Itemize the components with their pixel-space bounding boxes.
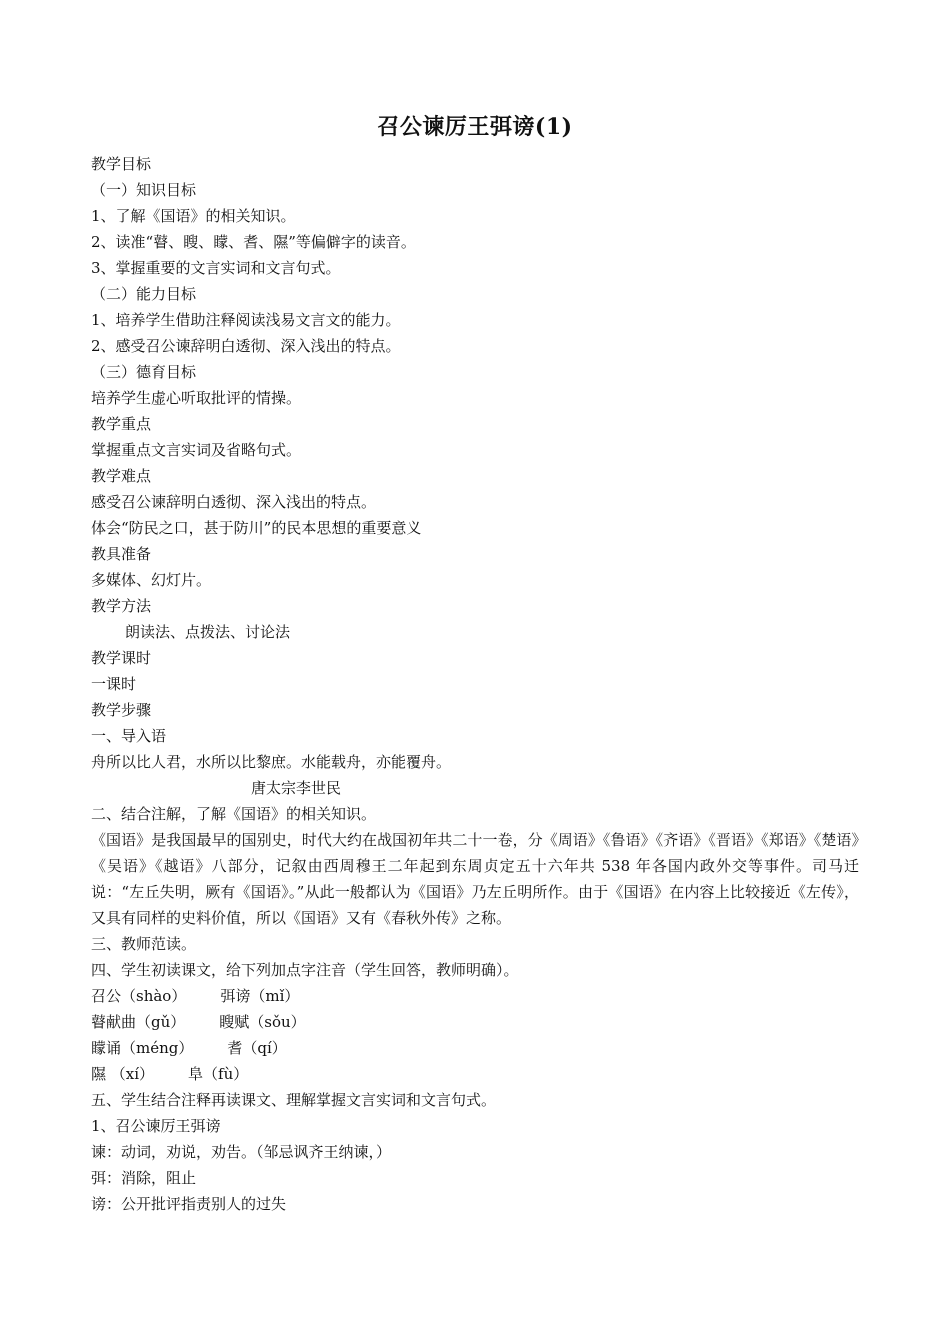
pinyin-item: 召公（shào） [91, 987, 187, 1005]
text-line: 一课时 [91, 675, 137, 693]
pinyin-item: 弭谤（mǐ） [220, 987, 300, 1005]
text-line: 3、掌握重要的文言实词和文言句式。 [91, 259, 341, 277]
pinyin-item: 耆（qí） [227, 1039, 287, 1057]
step-heading: 五、学生结合注释再读课文、理解掌握文言实词和文言句式。 [91, 1091, 497, 1109]
pinyin-item: 瞍赋（sǒu） [219, 1013, 306, 1031]
text-line: 感受召公谏辞明白透彻、深入浅出的特点。 [91, 493, 377, 511]
text-line: 培养学生虚心听取批评的情操。 [91, 389, 302, 407]
text-line: 1、培养学生借助注释阅读浅易文言文的能力。 [91, 311, 401, 329]
guoyu-paragraph: 《国语》是我国最早的国别史，时代大约在战国初年共二十一卷，分《周语》《鲁语》《齐语》《晋语》《郑语》《楚语》《吴语》《越语》八部分，记叙由西周穆王二年起到东周贞定五十六年共 538 年各国内政外交等事件。司马迁说：“左丘失明，厥有《国语》。”从此一般都认为《国语》乃左丘明所作。由于《国语》在内容上比较接近《左传》，又具有同样的史料价值，所以《国语》又有《春秋外传》之称。 [91, 831, 859, 927]
pinyin-row [91, 1009, 859, 1035]
text-line: 朗读法、点拨法、讨论法 [125, 623, 291, 641]
section-heading: 教学步骤 [91, 701, 152, 719]
step-heading: 四、学生初读课文，给下列加点字注音（学生回答，教师明确）。 [91, 961, 519, 979]
section-heading: 教学方法 [91, 597, 152, 615]
section-heading: 教学难点 [91, 467, 152, 485]
pinyin-item: 隰 （xí） [91, 1065, 155, 1083]
text-line: 掌握重点文言实词及省略句式。 [91, 441, 302, 459]
text-line: 1、了解《国语》的相关知识。 [91, 207, 296, 225]
pinyin-row [91, 1061, 859, 1087]
step-heading: 一、导入语 [91, 727, 167, 745]
pinyin-row [91, 1035, 859, 1061]
step-heading: 三、教师范读。 [91, 935, 197, 953]
section-heading: 教具准备 [91, 545, 152, 563]
subsection-heading: （一）知识目标 [91, 181, 197, 199]
pinyin-item: 瞽献曲（gǔ） [91, 1013, 186, 1031]
quote-attribution: 唐太宗李世民 [251, 779, 342, 797]
pinyin-row [91, 983, 859, 1009]
subsection-heading: （二）能力目标 [91, 285, 197, 303]
text-line: 2、感受召公谏辞明白透彻、深入浅出的特点。 [91, 337, 401, 355]
section-heading: 教学课时 [91, 649, 152, 667]
quote-line: 舟所以比人君，水所以比黎庶。水能载舟，亦能覆舟。 [91, 753, 452, 771]
definition-line: 谏：动词，劝说，劝告。（邹忌讽齐王纳谏，） [91, 1143, 392, 1161]
text-line: 体会“防民之口，甚于防川”的民本思想的重要意义 [91, 519, 422, 537]
text-line: 多媒体、幻灯片。 [91, 571, 212, 589]
text-line: 1、召公谏厉王弭谤 [91, 1117, 221, 1135]
step-heading: 二、结合注解，了解《国语》的相关知识。 [91, 805, 377, 823]
definition-line: 弭：消除，阻止 [91, 1169, 197, 1187]
pinyin-item: 矇诵（méng） [91, 1039, 194, 1057]
pinyin-item: 阜（fù） [188, 1065, 249, 1083]
text-line: 2、读准“瞽、瞍、矇、耆、隰”等偏僻字的读音。 [91, 233, 416, 251]
document-title: 召公谏厉王弭谤(1) [377, 114, 573, 140]
document-body [91, 151, 859, 1217]
subsection-heading: （三）德育目标 [91, 363, 197, 381]
section-heading: 教学目标 [91, 155, 152, 173]
section-heading: 教学重点 [91, 415, 152, 433]
definition-line: 谤：公开批评指责别人的过失 [91, 1195, 287, 1213]
